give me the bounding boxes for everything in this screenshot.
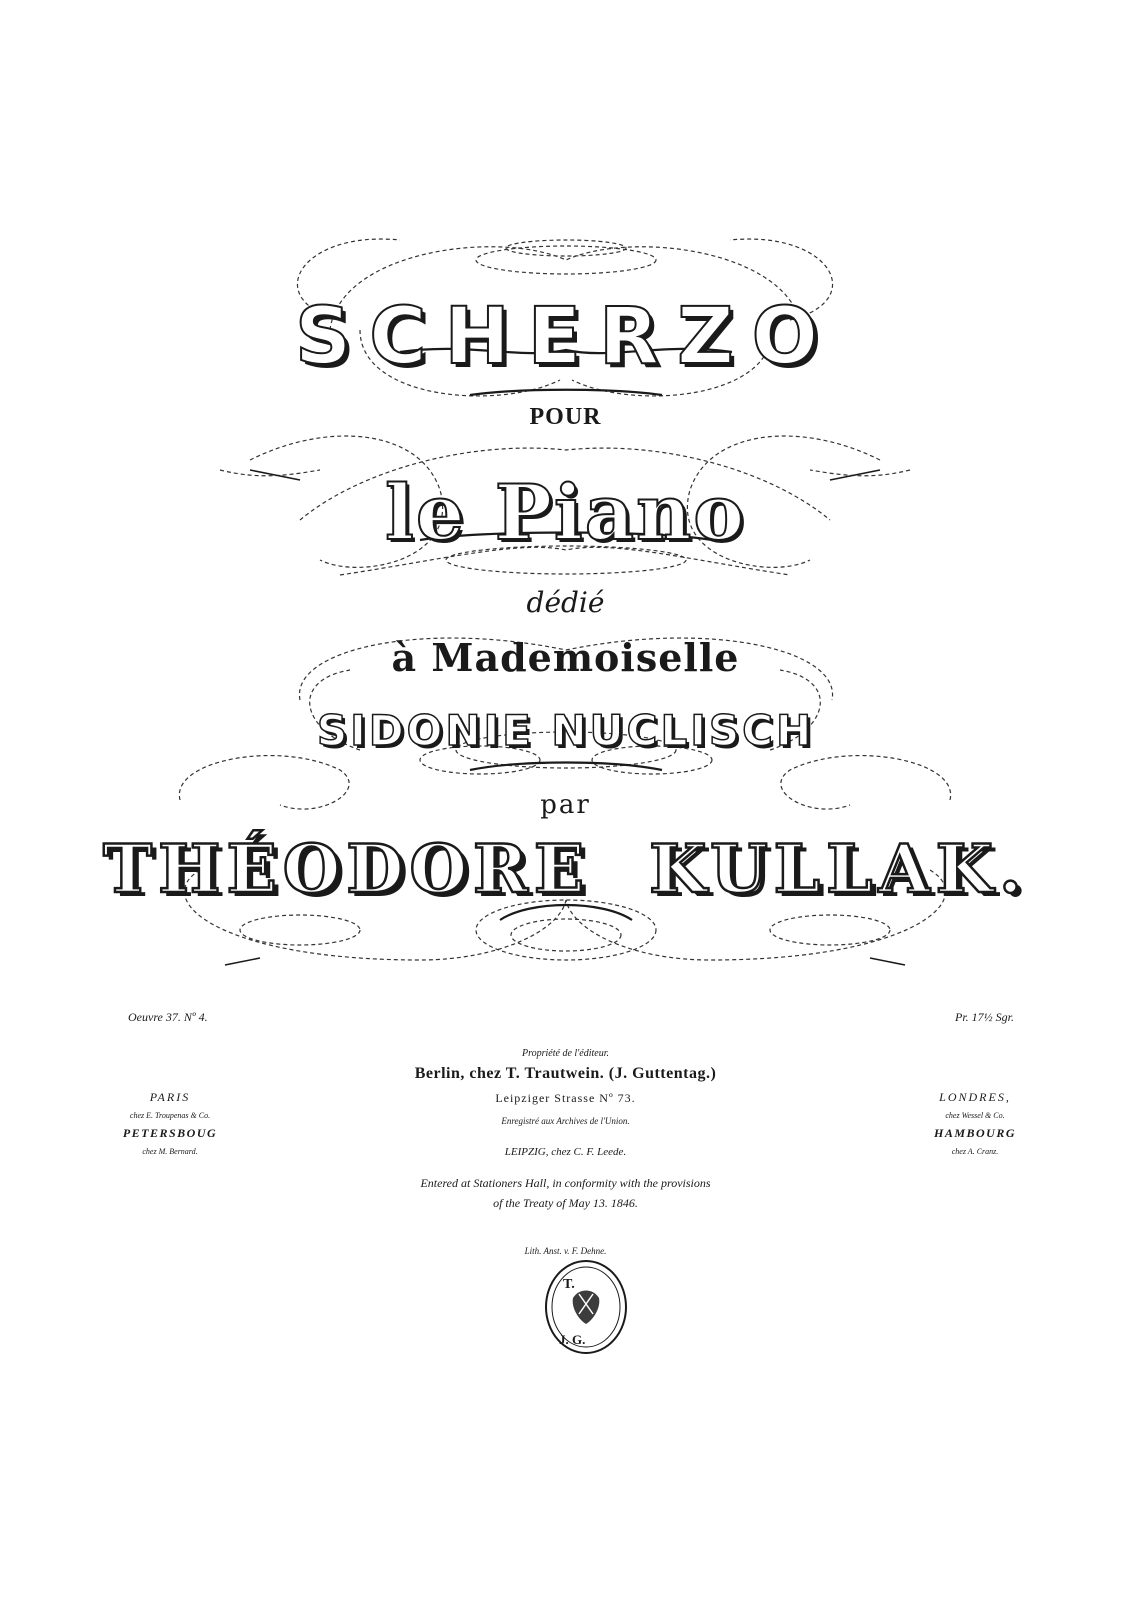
- composer-name: THÉODORE KULLAK.: [102, 830, 1029, 908]
- publisher-property: Propriété de l'éditeur.: [521, 1048, 610, 1059]
- dedication-to: à Mademoiselle: [391, 635, 740, 680]
- copyright-line-1: Entered at Stationers Hall, in conformity with the provisions: [420, 1176, 711, 1190]
- engraver-credit: Lith. Anst. v. F. Dehne.: [524, 1246, 607, 1256]
- agent-city-petersbourg: PETERSBOUG: [122, 1126, 218, 1140]
- publisher-berlin: Berlin, chez T. Trautwein. (J. Guttentag.): [414, 1065, 717, 1082]
- publisher-address: Leipziger Strasse Nº 73.: [495, 1091, 636, 1105]
- title-scherzo: SCHERZO: [295, 292, 836, 382]
- agent-petersbourg: chez M. Bernard.: [142, 1147, 198, 1156]
- agent-londres: chez Wessel & Co.: [945, 1111, 1005, 1120]
- copyright-line-2: of the Treaty of May 13. 1846.: [493, 1196, 638, 1210]
- publisher-deposit: Enregistré aux Archives de l'Union.: [501, 1116, 630, 1126]
- right-agents: [900, 1090, 1050, 1156]
- stamp-top-text: T.: [563, 1277, 575, 1292]
- agent-hambourg: chez A. Cranz.: [951, 1147, 999, 1156]
- agent-city-hambourg: HAMBOURG: [933, 1126, 1016, 1140]
- dedication-word: dédié: [526, 586, 605, 619]
- by-word: par: [540, 790, 591, 820]
- opus-number: Oeuvre 37. Nº 4.: [128, 1010, 208, 1024]
- title-pour: POUR: [529, 404, 602, 430]
- title-instrument: le Piano: [385, 468, 746, 557]
- agent-city-paris: PARIS: [149, 1090, 191, 1104]
- publisher-leipzig: LEIPZIG, chez C. F. Leede.: [504, 1146, 627, 1158]
- agent-city-londres: LONDRES,: [939, 1090, 1011, 1104]
- left-agents: [95, 1090, 245, 1156]
- price-label: Pr. 17½ Sgr.: [955, 1010, 1015, 1024]
- dedicatee-name: SIDONIE NUCLISCH: [316, 706, 815, 755]
- stamp-bottom-text: J. G.: [559, 1332, 586, 1347]
- publisher-stamp-seal: [543, 1258, 629, 1356]
- agent-paris: chez E. Troupenas & Co.: [129, 1111, 211, 1120]
